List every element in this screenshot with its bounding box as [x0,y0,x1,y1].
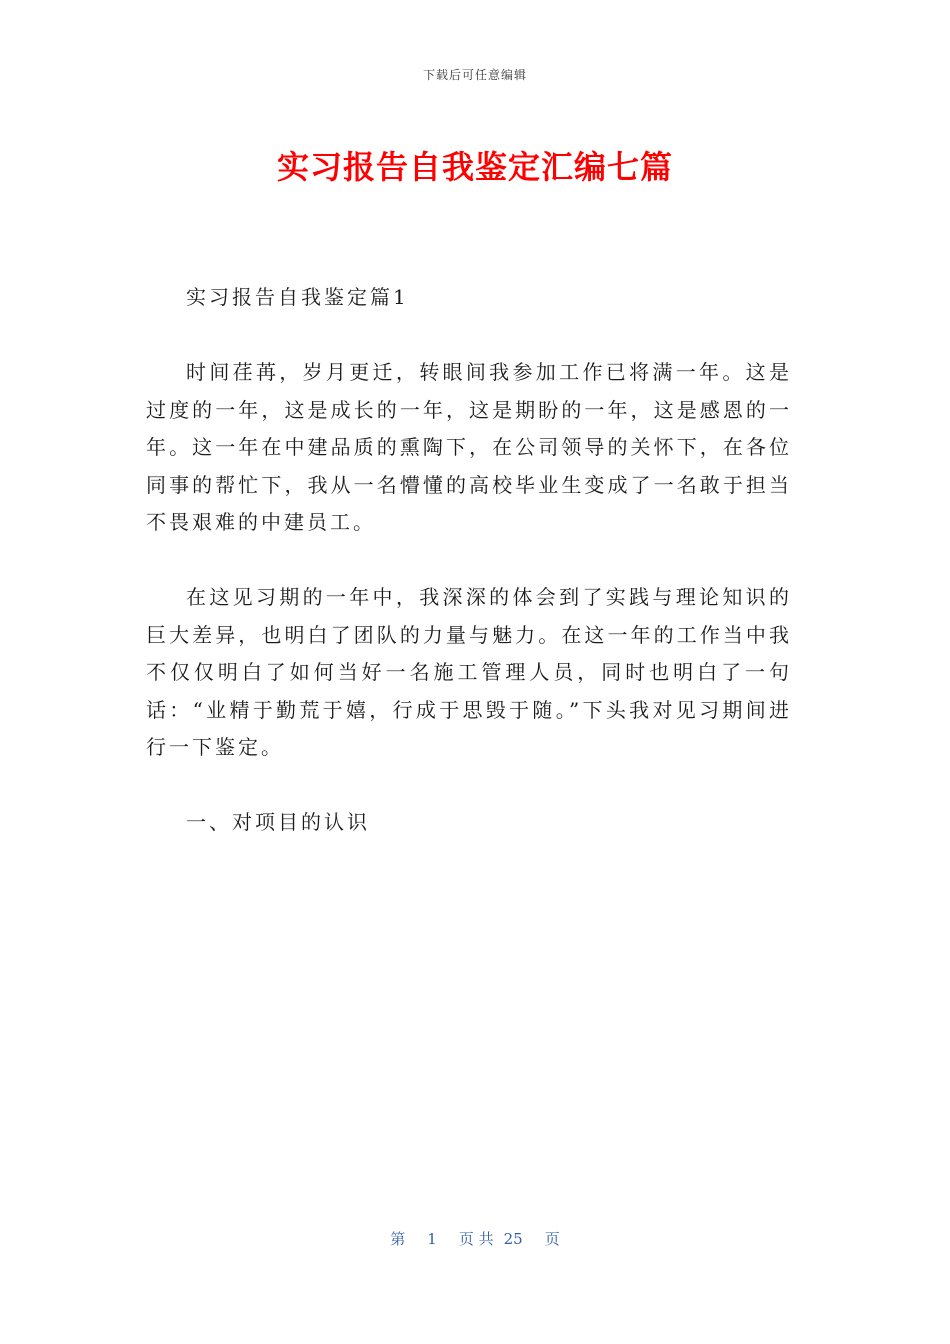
subsection-heading: 一、对项目的认识 [186,810,370,834]
header-note: 下载后可任意编辑 [422,68,527,82]
paragraph: 在这见习期的一年中，我深深的体会到了实践与理论知识的巨大差异，也明白了团队的力量与魅力。在这一年的工作当中我不仅仅明白了如何当好一名施工管理人员，同时也明白了一句话：“业精于勤荒于嬉，行成于思毁于随。”下头我对见习期间进行一下鉴定。 [146,585,792,759]
paragraph: 时间荏苒，岁月更迁，转眼间我参加工作已将满一年。这是过度的一年，这是成长的一年，这是期盼的一年，这是感恩的一年。这一年在中建品质的熏陶下，在公司领导的关怀下，在各位同事的帮忙下，我从一名懵懂的高校毕业生变成了一名敢于担当不畏艰难的中建员工。 [146,360,792,534]
document-title: 实习报告自我鉴定汇编七篇 [276,148,673,186]
page-footer [0,1228,950,1249]
footer-label-end: 页 [544,1230,560,1248]
total-pages-number: 25 [503,1230,523,1248]
section-heading: 实习报告自我鉴定篇1 [186,285,409,309]
footer-label-of: 页 共 [458,1230,494,1248]
current-page-number: 1 [427,1230,437,1248]
footer-label-page: 第 [390,1230,406,1248]
document-body [146,279,792,842]
